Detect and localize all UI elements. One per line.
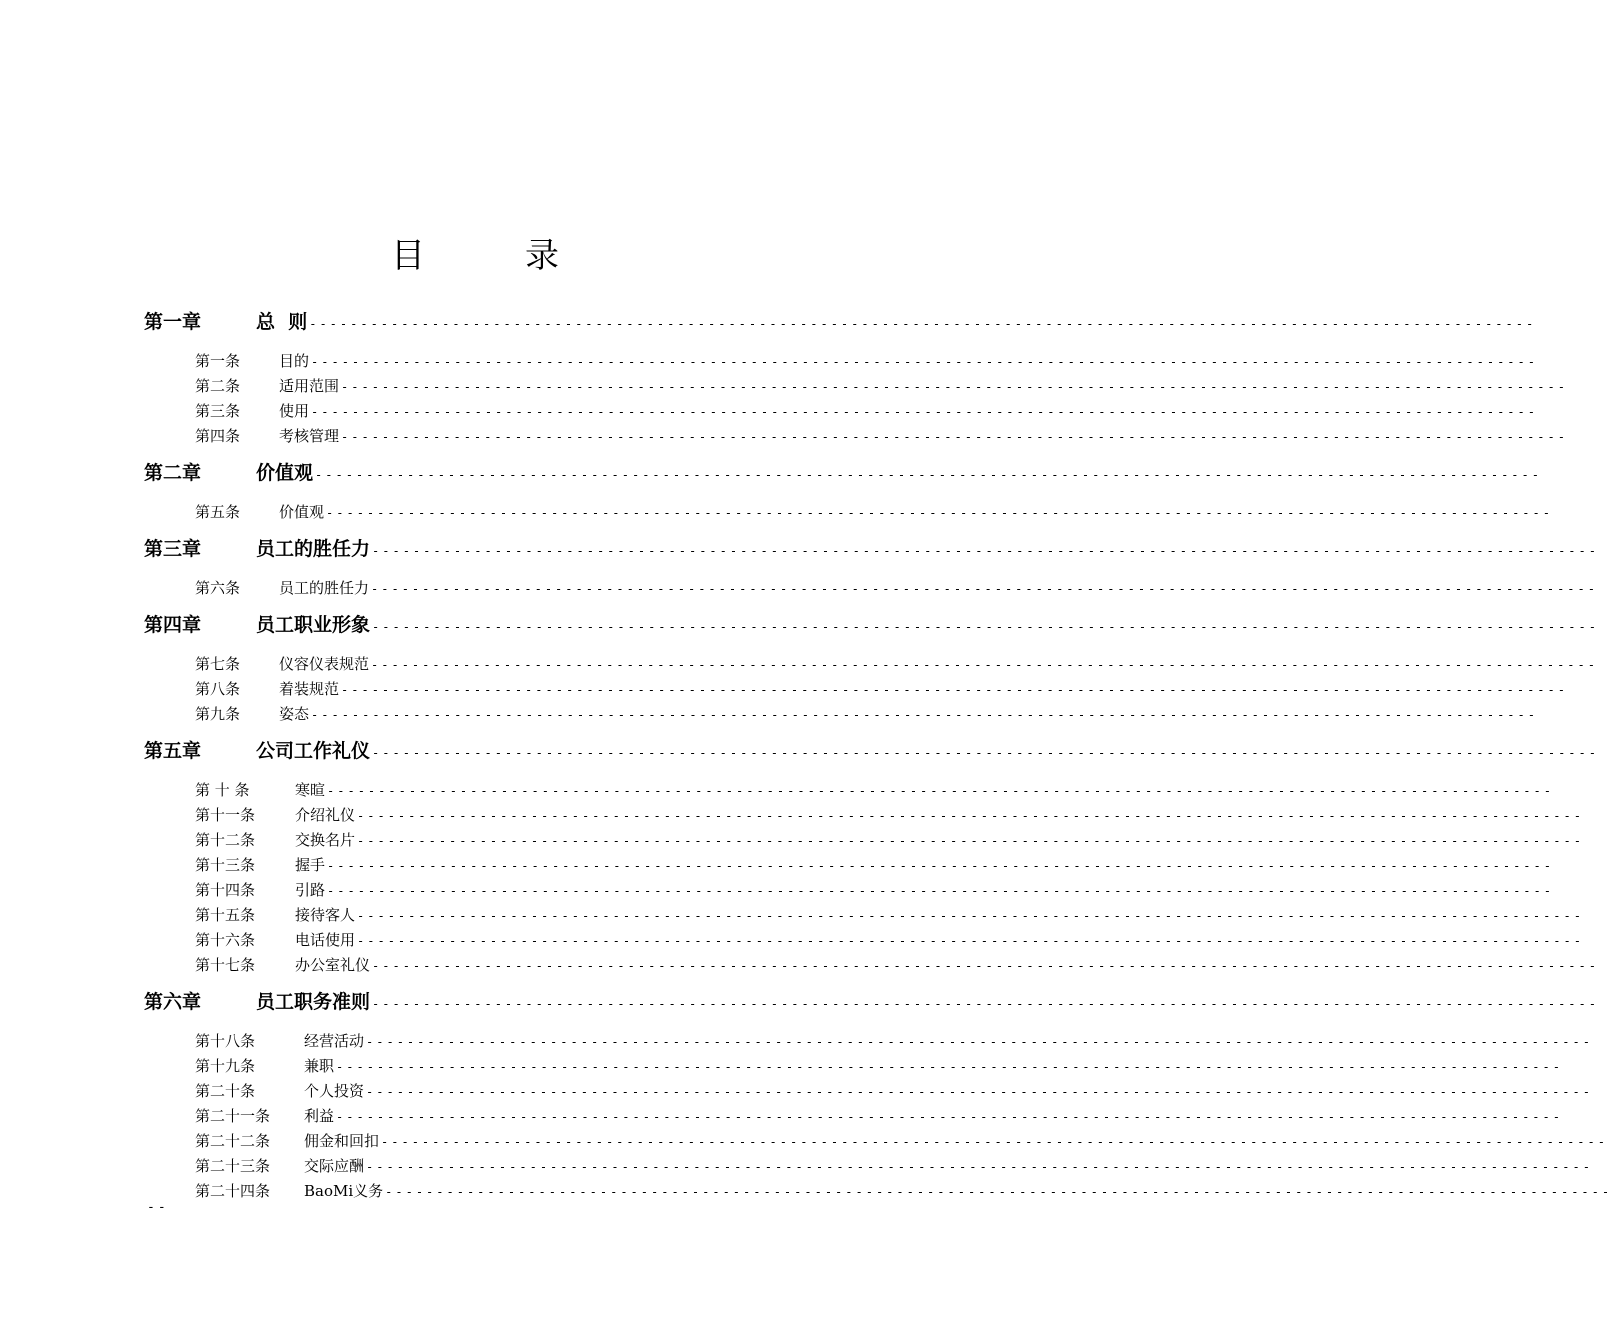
article-number: 第三条 (195, 402, 241, 420)
toc-chapter-group (144, 461, 1553, 525)
leader-dashes: ------------------------------------------------------------------------------------------------------------------------ (341, 683, 1568, 697)
toc-article-entry[interactable] (144, 1029, 1593, 1054)
leader-dashes: ------------------------------------------------------------------------------------------------------------------------ (311, 355, 1538, 369)
toc-article-entry[interactable] (144, 702, 1538, 727)
toc-article-entry[interactable] (144, 1079, 1593, 1104)
article-number: 第十五条 (195, 906, 256, 924)
leader-dashes: ------------------------------------------------------------------------------------------------------------------------ (357, 834, 1584, 848)
article-title: 价值观 (279, 503, 325, 521)
toc-title-char-2: 录 (525, 236, 559, 276)
toc-article-entry[interactable] (144, 1054, 1563, 1079)
article-title: 介绍礼仪 (295, 806, 356, 824)
toc-article-entry[interactable] (144, 803, 1584, 828)
article-title: 员工的胜任力 (279, 579, 370, 597)
article-number: 第二十条 (195, 1082, 256, 1100)
chapter-number: 第二章 (144, 462, 202, 484)
toc-chapter-entry[interactable] (144, 461, 1542, 486)
chapter-number: 第三章 (144, 538, 202, 560)
toc-article-entry[interactable] (144, 677, 1568, 702)
leader-dashes: ------------------------------------------------------------------------------------------------------------------------ (371, 582, 1598, 596)
article-number: 第十九条 (195, 1057, 256, 1075)
toc-article-entry[interactable] (144, 953, 1599, 978)
article-number: 第 十 条 (195, 781, 250, 799)
article-number: 第一条 (195, 352, 241, 370)
article-title: 交换名片 (295, 831, 356, 849)
leader-dashes: ------------------------------------------------------------------------------------------------------------------------ (372, 997, 1599, 1011)
toc-article-entry[interactable] (144, 1154, 1593, 1179)
leader-dashes: ------------------------------------------------------------------------------------------------------------------------ (311, 405, 1538, 419)
chapter-number: 第四章 (144, 614, 202, 636)
article-number: 第八条 (195, 680, 241, 698)
leader-dashes: ------------------------------------------------------------------------------------------------------------------------ (366, 1085, 1593, 1099)
chapter-title: 员工的胜任力 (256, 538, 371, 560)
toc-article-entry[interactable] (144, 828, 1584, 853)
article-title: 握手 (295, 856, 326, 874)
article-title: 目的 (279, 352, 310, 370)
table-of-contents (144, 310, 1612, 1216)
toc-article-entry[interactable] (144, 349, 1538, 374)
article-number: 第四条 (195, 427, 241, 445)
toc-chapter-entry[interactable] (144, 310, 1537, 335)
toc-article-entry[interactable] (144, 399, 1538, 424)
article-number: 第十三条 (195, 856, 256, 874)
toc-article-entry[interactable] (144, 1179, 1612, 1204)
article-number: 第二十一条 (195, 1107, 271, 1125)
toc-article-entry[interactable] (144, 928, 1584, 953)
page-footer-dashes: -- (147, 1200, 169, 1215)
article-number: 第十二条 (195, 831, 256, 849)
article-title: 寒暄 (295, 781, 326, 799)
article-number: 第二十二条 (195, 1132, 271, 1150)
toc-chapter-group (144, 990, 1612, 1204)
leader-dashes: ------------------------------------------------------------------------------------------------------------------------ (327, 859, 1554, 873)
toc-article-entry[interactable] (144, 853, 1554, 878)
leader-dashes: ------------------------------------------------------------------------------------------------------------------------ (336, 1060, 1563, 1074)
article-number: 第二十三条 (195, 1157, 271, 1175)
leader-dashes: ------------------------------------------------------------------------------------------------------------------------ (357, 909, 1584, 923)
article-title: 电话使用 (295, 931, 356, 949)
toc-article-entry[interactable] (144, 576, 1598, 601)
leader-dashes: ------------------------------------------------------------------------------------------------------------------------ (366, 1160, 1593, 1174)
article-title: 交际应酬 (304, 1157, 365, 1175)
chapter-title: 公司工作礼仪 (256, 740, 371, 762)
toc-chapter-entry[interactable] (144, 739, 1599, 764)
article-number: 第五条 (195, 503, 241, 521)
article-title: 个人投资 (304, 1082, 365, 1100)
leader-dashes: ------------------------------------------------------------------------------------------------------------------------ (327, 884, 1554, 898)
leader-dashes: ------------------------------------------------------------------------------------------------------------------------ (372, 959, 1599, 973)
chapter-title: 价值观 (256, 462, 314, 484)
leader-dashes: ------------------------------------------------------------------------------------------------------------------------ (315, 468, 1542, 482)
article-title: 兼职 (304, 1057, 335, 1075)
article-title: 办公室礼仪 (295, 956, 371, 974)
chapter-number: 第一章 (144, 311, 202, 333)
article-title: 利益 (304, 1107, 335, 1125)
toc-chapter-entry[interactable] (144, 990, 1599, 1015)
toc-article-entry[interactable] (144, 500, 1553, 525)
article-number: 第十七条 (195, 956, 256, 974)
toc-article-entry[interactable] (144, 652, 1598, 677)
leader-dashes: ------------------------------------------------------------------------------------------------------------------------ (311, 708, 1538, 722)
article-number: 第六条 (195, 579, 241, 597)
toc-chapter-entry[interactable] (144, 537, 1599, 562)
chapter-title: 员工职业形象 (256, 614, 371, 636)
leader-dashes: ------------------------------------------------------------------------------------------------------------------------ (357, 934, 1584, 948)
leader-dashes: ------------------------------------------------------------------------------------------------------------------------ (381, 1135, 1608, 1149)
leader-dashes: ------------------------------------------------------------------------------------------------------------------------ (336, 1110, 1563, 1124)
article-number: 第十四条 (195, 881, 256, 899)
toc-article-entry[interactable] (144, 1104, 1563, 1129)
article-title: 着装规范 (279, 680, 340, 698)
toc-article-entry[interactable] (144, 424, 1568, 449)
chapter-number: 第六章 (144, 991, 202, 1013)
toc-title-char-1: 目 (391, 236, 425, 276)
article-title: 姿态 (279, 705, 310, 723)
toc-chapter-entry[interactable] (144, 613, 1599, 638)
toc-article-entry[interactable] (144, 1129, 1608, 1154)
article-title: 佣金和回扣 (304, 1132, 380, 1150)
article-number: 第七条 (195, 655, 241, 673)
leader-dashes: ------------------------------------------------------------------------------------------------------------------------ (372, 544, 1599, 558)
toc-article-entry[interactable] (144, 903, 1584, 928)
leader-dashes: ------------------------------------------------------------------------------------------------------------------------ (309, 317, 1537, 331)
article-title: 仪容仪表规范 (279, 655, 370, 673)
leader-dashes: ------------------------------------------------------------------------------------------------------------------------ (372, 746, 1599, 760)
article-number: 第九条 (195, 705, 241, 723)
leader-dashes: ------------------------------------------------------------------------------------------------------------------------ (341, 380, 1568, 394)
leader-dashes: ------------------------------------------------------------------------------------------------------------------------ (341, 430, 1568, 444)
toc-chapter-group (144, 739, 1599, 978)
toc-chapter-group (144, 613, 1599, 727)
leader-dashes: ------------------------------------------------------------------------------------------------------------------------ (371, 658, 1598, 672)
article-number: 第十一条 (195, 806, 256, 824)
toc-chapter-group (144, 310, 1568, 449)
article-title: 引路 (295, 881, 326, 899)
leader-dashes: ------------------------------------------------------------------------------------------------------------------------ (372, 620, 1599, 634)
leader-dashes: ------------------------------------------------------------------------------------------------------------------------ (326, 506, 1553, 520)
article-number: 第十八条 (195, 1032, 256, 1050)
article-number: 第二条 (195, 377, 241, 395)
toc-article-entry[interactable] (144, 878, 1554, 903)
toc-article-entry[interactable] (144, 374, 1568, 399)
article-title: BaoMi义务 (304, 1182, 384, 1200)
article-title: 考核管理 (279, 427, 340, 445)
chapter-number: 第五章 (144, 740, 202, 762)
toc-article-entry[interactable] (144, 778, 1554, 803)
toc-title (0, 228, 950, 277)
article-title: 适用范围 (279, 377, 340, 395)
article-title: 经营活动 (304, 1032, 365, 1050)
leader-dashes: ------------------------------------------------------------------------------------------------------------------------ (327, 784, 1554, 798)
chapter-title: 总 则 (256, 311, 308, 333)
article-title: 接待客人 (295, 906, 356, 924)
article-number: 第十六条 (195, 931, 256, 949)
leader-dashes: ------------------------------------------------------------------------------------------------------------------------ (385, 1185, 1612, 1199)
leader-dashes: ------------------------------------------------------------------------------------------------------------------------ (357, 809, 1584, 823)
chapter-title: 员工职务准则 (256, 991, 371, 1013)
leader-dashes: ------------------------------------------------------------------------------------------------------------------------ (366, 1035, 1593, 1049)
article-number: 第二十四条 (195, 1182, 271, 1200)
toc-chapter-group (144, 537, 1599, 601)
article-title: 使用 (279, 402, 310, 420)
